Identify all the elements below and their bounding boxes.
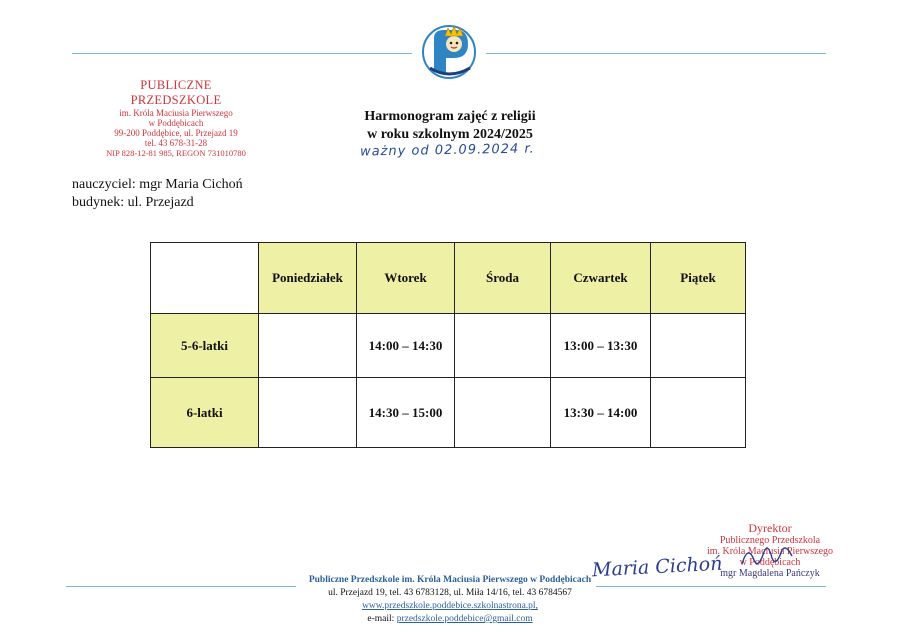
table-cell (455, 314, 551, 378)
header-thursday: Czwartek (551, 243, 651, 314)
school-stamp (96, 78, 256, 158)
header-wednesday: Środa (455, 243, 551, 314)
teacher-line: nauczyciel: mgr Maria Cichoń (72, 177, 243, 192)
stamp-line-name: PUBLICZNE PRZEDSZKOLE (130, 78, 222, 107)
table-row (151, 314, 746, 378)
table-cell: 14:00 – 14:30 (357, 314, 455, 378)
table-cell: 14:30 – 15:00 (357, 378, 455, 448)
group-label: 5-6-latki (151, 314, 259, 378)
footer-website-link[interactable]: www.przedszkole.poddebice.szkolnastrona.pl, (362, 601, 538, 611)
title-line-1: Harmonogram zajęć z religii (364, 109, 536, 124)
stamp-line-town: w Poddębicach (148, 118, 204, 128)
stamp-line-phone: tel. 43 678-31-28 (144, 138, 208, 148)
footer-email-label: e-mail: (367, 614, 397, 624)
director-patron: im. Króla Maciusia Pierwszego (706, 546, 834, 557)
table-cell (259, 314, 357, 378)
footer-address: ul. Przejazd 19, tel. 43 6783128, ul. Miła 14/16, tel. 43 6784567 (328, 588, 572, 598)
building-line: budynek: ul. Przejazd (72, 195, 194, 210)
footer-email-link[interactable]: przedszkole.poddebice@gmail.com (396, 614, 533, 624)
footer-name: Publiczne Przedszkole im. Króla Maciusia Pierwszego w Poddębicach (308, 575, 592, 585)
header-tuesday: Wtorek (357, 243, 455, 314)
director-institution: Publicznego Przedszkola (719, 535, 821, 546)
handwritten-validity-note: ważny od 02.09.2024 r. (359, 141, 535, 160)
stamp-line-patron: im. Króla Maciusia Pierwszego (119, 108, 233, 118)
stamp-line-nip: NIP 828-12-81 985, REGON 731010780 (106, 148, 246, 158)
director-name: mgr Magdalena Pańczyk (720, 568, 820, 579)
title-line-2: w roku szkolnym 2024/2025 (367, 127, 533, 142)
table-cell (651, 378, 746, 448)
table-cell: 13:00 – 13:30 (551, 314, 651, 378)
header-monday: Poniedziałek (259, 243, 357, 314)
table-cell: 13:30 – 14:00 (551, 378, 651, 448)
footer-email-line (230, 613, 670, 626)
footer (230, 574, 670, 626)
director-title: Dyrektor (748, 521, 792, 535)
director-signature-icon (738, 540, 798, 572)
header-friday: Piątek (651, 243, 746, 314)
header-rule-left (72, 53, 412, 54)
document-title (330, 108, 570, 144)
table-header-row (151, 243, 746, 314)
stamp-line-address: 99-200 Poddębice, ul. Przejazd 19 (114, 128, 238, 138)
table-cell (259, 378, 357, 448)
meta-block (72, 176, 243, 212)
director-town: w Poddębicach (739, 557, 801, 568)
corner-cell (151, 243, 259, 314)
table-row (151, 378, 746, 448)
teacher-signature: Maria Cichoń (591, 552, 723, 582)
preschool-logo-icon (420, 22, 478, 80)
header-rule-right (486, 53, 826, 54)
table-cell (651, 314, 746, 378)
schedule-table (150, 242, 746, 448)
table-cell (455, 378, 551, 448)
group-label: 6-latki (151, 378, 259, 448)
